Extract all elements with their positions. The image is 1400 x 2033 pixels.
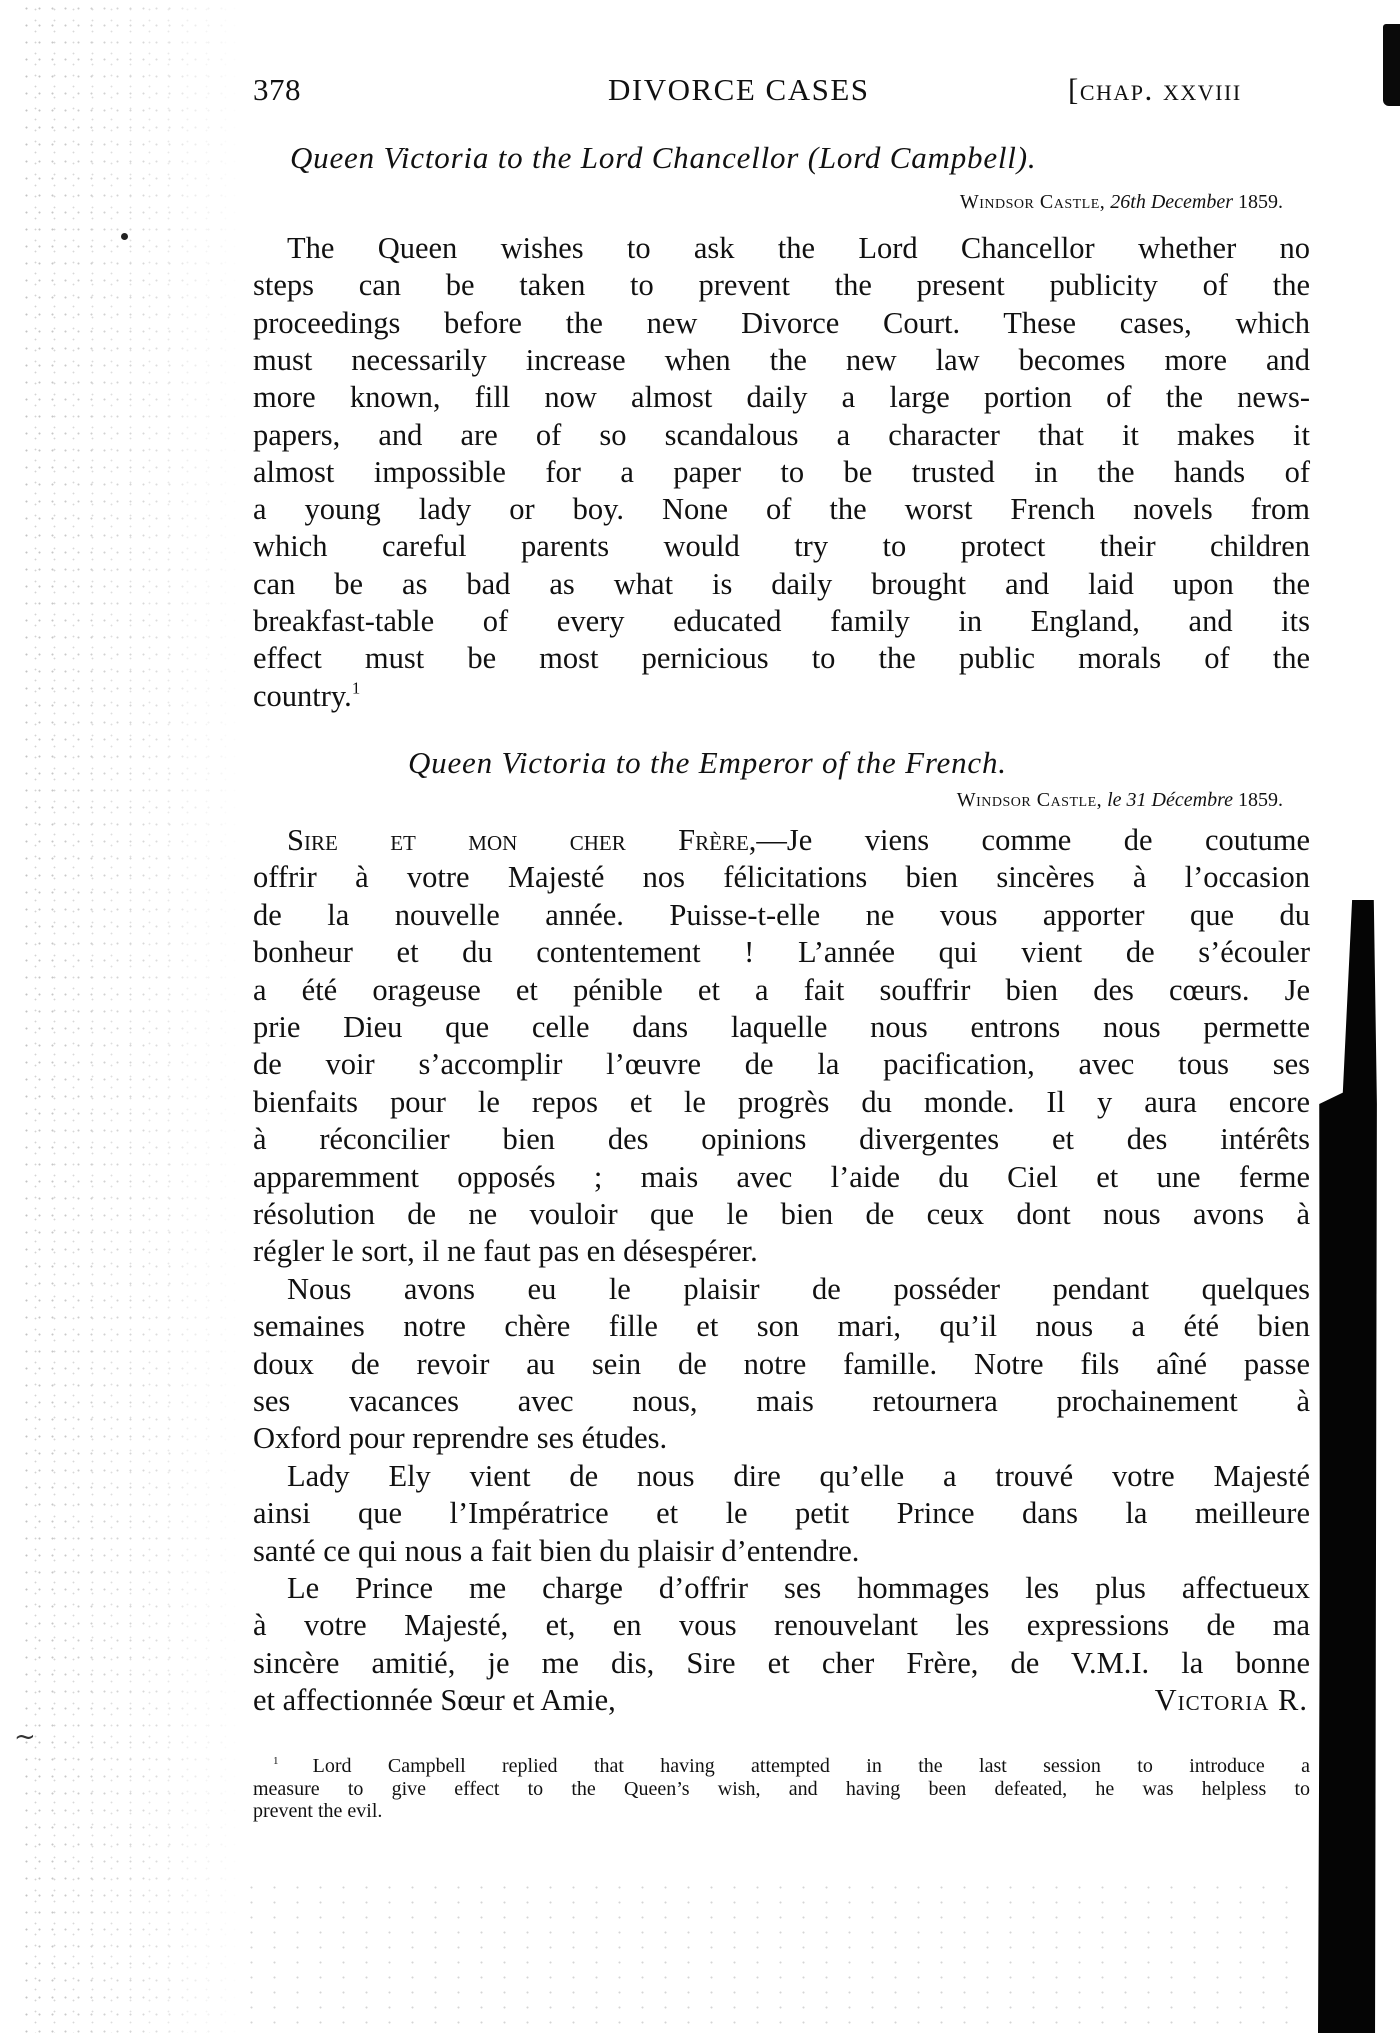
body-line: proceedings before the new Divorce Court. These cases, which (253, 306, 1310, 340)
date-year: 1859. (1238, 789, 1283, 811)
body-line: résolution de ne vouloir que le bien de ceux dont nous avons à (253, 1197, 1310, 1231)
scan-bottom-speckle (240, 1880, 1300, 2033)
signature: Victoria R. (1154, 1683, 1308, 1717)
body-line: semaines notre chère fille et son mari, qu’il nous a été bien (253, 1309, 1310, 1343)
letter-dateline (957, 789, 1283, 812)
date-day: 26th December (1110, 191, 1233, 213)
body-line: à réconcilier bien des opinions divergentes et des intérêts (253, 1122, 1310, 1156)
body-line: sincère amitié, je me dis, Sire et cher Frère, de V.M.I. la bonne (253, 1646, 1310, 1680)
footnote-mark: 1 (273, 1754, 313, 1767)
date-place: Windsor Castle, (959, 191, 1106, 213)
body-line: prie Dieu que celle dans laquelle nous entrons nous permette (253, 1010, 1310, 1044)
body-line: Lady Ely vient de nous dire qu’elle a trouvé votre Majesté (287, 1459, 1310, 1493)
page-number: 378 (253, 72, 301, 107)
body-line: doux de revoir au sein de notre famille. Notre fils aîné passe (253, 1347, 1310, 1381)
letter-heading: Queen Victoria to the Lord Chancellor (Lord Campbell). (290, 140, 1037, 175)
footnote-line (253, 1800, 1310, 1822)
scan-margin-mark: ~ (14, 1722, 36, 1752)
body-line: must necessarily increase when the new law becomes more and (253, 343, 1310, 377)
body-line: effect must be most pernicious to the public morals of the (253, 641, 1310, 675)
footnote-line (253, 1755, 1310, 1777)
body-line: bienfaits pour le repos et le progrès du monde. Il y aura encore (253, 1085, 1310, 1119)
body-line: a young lady or boy. None of the worst French novels from (253, 492, 1310, 526)
body-line: à votre Majesté, et, en vous renouvelant les expressions de ma (253, 1608, 1310, 1642)
footnote-reference[interactable]: 1 (351, 678, 361, 698)
body-line: Le Prince me charge d’offrir ses hommages les plus affectueux (287, 1571, 1310, 1605)
salutation: Sire et mon cher Frère, (287, 823, 757, 857)
scan-edge-smudge (1383, 24, 1400, 106)
body-line: almost impossible for a paper to be trusted in the hands of (253, 455, 1310, 489)
body-line: which careful parents would try to protect their children (253, 529, 1310, 563)
body-line: de voir s’accomplir l’œuvre de la pacification, avec tous ses (253, 1047, 1310, 1081)
body-line: country.$^1$ (253, 678, 361, 713)
body-line: bonheur et du contentement ! L’année qui vient de s’écouler (253, 935, 1310, 969)
body-line: ses vacances avec nous, mais retournera prochainement à (253, 1384, 1310, 1418)
chapter-reference: [chap. xxviii (1068, 72, 1242, 107)
body-text: —Je viens comme de coutume (756, 823, 1310, 857)
body-line: de la nouvelle année. Puisse-t-elle ne vous apporter que du (253, 898, 1310, 932)
body-line: can be as bad as what is daily brought and laid upon the (253, 567, 1310, 601)
body-line: apparemment opposés ; mais avec l’aide du Ciel et une ferme (253, 1160, 1310, 1194)
body-line: Nous avons eu le plaisir de posséder pendant quelques (287, 1272, 1310, 1306)
date-place: Windsor Castle, (956, 789, 1103, 811)
body-line: offrir à votre Majesté nos félicitations bien sincères à l’occasion (253, 860, 1310, 894)
body-line: steps can be taken to prevent the present publicity of the (253, 268, 1310, 302)
body-line: The Queen wishes to ask the Lord Chancellor whether no (287, 231, 1310, 265)
footnote-text: Lord Campbell replied that having attempted in the last session to introduce a (312, 1755, 1310, 1777)
body-line: santé ce qui nous a fait bien du plaisir d’entendre. (253, 1534, 860, 1568)
footnote-line (253, 1778, 1310, 1800)
scan-edge-shadow (1318, 900, 1380, 2033)
scan-margin-dot (121, 233, 128, 240)
body-line: et affectionnée Sœur et Amie, (253, 1683, 616, 1717)
footnote-text: prevent the evil. (253, 1800, 383, 1822)
footnote-text: measure to give effect to the Queen’s wish, and having been defeated, he was helpless to (253, 1778, 1310, 1800)
running-title: DIVORCE CASES (608, 72, 870, 107)
body-line (253, 822, 1310, 858)
scan-margin-speckle (20, 0, 240, 2033)
body-line: a été orageuse et pénible et a fait souffrir bien des cœurs. Je (253, 973, 1310, 1007)
letter-heading: Queen Victoria to the Emperor of the French. (408, 745, 1007, 780)
date-day: le 31 Décembre (1107, 789, 1233, 811)
date-year: 1859. (1238, 191, 1283, 213)
body-line: papers, and are of so scandalous a character that it makes it (253, 418, 1310, 452)
body-line: régler le sort, il ne faut pas en désespérer. (253, 1234, 758, 1268)
body-line: breakfast-table of every educated family in England, and its (253, 604, 1310, 638)
body-line: ainsi que l’Impératrice et le petit Prince dans la meilleure (253, 1496, 1310, 1530)
letter-dateline (960, 191, 1283, 214)
body-line: Oxford pour reprendre ses études. (253, 1421, 668, 1455)
body-line: more known, fill now almost daily a large portion of the news- (253, 380, 1310, 414)
